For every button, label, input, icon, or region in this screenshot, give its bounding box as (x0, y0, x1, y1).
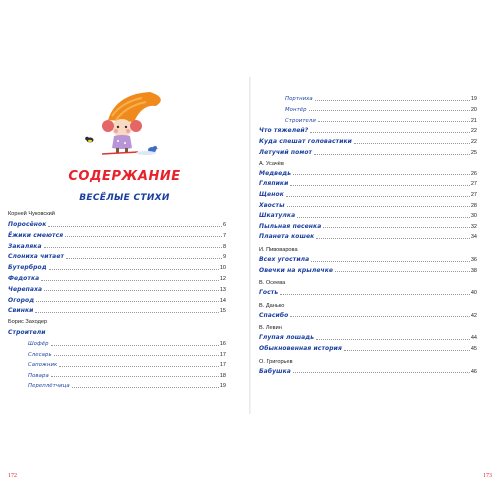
toc-entry[interactable] (259, 179, 477, 187)
dot-leader (44, 247, 222, 248)
dot-leader (311, 261, 470, 262)
toc-entry-title: Повара (28, 372, 49, 379)
toc-entry[interactable] (259, 169, 477, 177)
toc-entry-title: Слониха читает (8, 253, 65, 261)
toc-entry[interactable] (8, 285, 226, 293)
toc-entry[interactable] (259, 190, 477, 198)
toc-entry[interactable] (259, 311, 477, 319)
author-name: О. Григорьев (259, 358, 293, 365)
dot-leader (354, 143, 470, 144)
dot-leader (51, 345, 219, 346)
toc-entry[interactable] (259, 232, 477, 240)
toc-entry-page: 8 (222, 243, 226, 250)
toc-entry-title: Слесарь (28, 351, 52, 358)
author-name: В. Данько (259, 302, 285, 309)
toc-entry-title: Всех угостила (259, 256, 310, 263)
toc-entry[interactable] (28, 350, 226, 358)
toc-entry-title: Бабушка (259, 367, 291, 375)
toc-entry[interactable] (259, 288, 477, 296)
dot-leader (344, 350, 470, 351)
toc-entry-title: Хвосты (259, 201, 285, 209)
toc-entry-title: Обыкновенная история (259, 345, 342, 352)
toc-entry-title: Шкатулка (259, 212, 296, 220)
toc-entry-title: Сапожник (28, 362, 58, 368)
toc-entry[interactable] (285, 116, 477, 124)
dot-leader (309, 110, 470, 111)
dot-leader (310, 132, 470, 133)
dot-leader (36, 301, 219, 302)
toc-entry-page: 34 (470, 234, 477, 241)
toc-entry[interactable] (8, 263, 226, 271)
toc-entry-page: 38 (470, 267, 477, 274)
toc-entry-page: 18 (219, 372, 226, 379)
toc-entry[interactable] (8, 242, 226, 250)
toc-entry[interactable] (28, 339, 226, 347)
toc-entry-page: 22 (470, 128, 477, 135)
toc-entry-page: 14 (219, 297, 226, 304)
toc-entry-title: Овечки на крылечке (259, 266, 334, 274)
toc-entry-title: Поросёнок (8, 221, 47, 228)
toc-entry-page: 32 (470, 223, 477, 230)
toc-entry[interactable] (8, 252, 226, 260)
toc-entry-page: 27 (470, 192, 477, 198)
toc-entry-title: Глупая лошадь (259, 334, 315, 342)
toc-entry[interactable] (259, 201, 477, 209)
toc-entry-page: 10 (219, 265, 226, 272)
right-page (251, 77, 500, 479)
toc-entry-title: Куда спешат головастики (259, 138, 352, 146)
toc-entry-title: Гляпики (259, 180, 289, 188)
toc-entry[interactable] (8, 306, 226, 314)
toc-entry[interactable] (259, 148, 477, 156)
toc-entry-title: Портниха (285, 96, 313, 102)
toc-entry-page: 27 (470, 181, 477, 188)
dot-leader (44, 290, 219, 291)
toc-entry-title: Пыльная песенка (259, 222, 322, 230)
toc-entry-page: 16 (219, 341, 226, 347)
right-page-number: 173 (483, 473, 492, 479)
toc-entry-title: Федотка (8, 275, 40, 282)
toc-entry-title: Шофёр (28, 341, 49, 347)
gnome-with-orange-hat-icon (72, 90, 172, 160)
toc-entry-page: 13 (219, 286, 226, 293)
toc-entry-title: Строители (8, 329, 46, 337)
dot-leader (293, 372, 470, 373)
dot-leader (41, 280, 219, 281)
dot-leader (48, 226, 222, 227)
toc-entry[interactable] (28, 360, 226, 368)
toc-entry-title: Спасибо (259, 311, 289, 319)
toc-entry-title: Монтёр (285, 106, 307, 113)
toc-entry-page: 19 (219, 383, 226, 389)
toc-entry-page: 6 (222, 222, 226, 228)
author-name: В. Осеева (259, 280, 286, 287)
toc-entry-page: 42 (470, 312, 477, 319)
toc-entry[interactable] (259, 367, 477, 375)
toc-entry-title: Ёжики смеются (8, 231, 64, 239)
toc-entry[interactable] (8, 328, 226, 336)
dot-leader (314, 154, 470, 155)
dot-leader (297, 217, 470, 218)
toc-entry-page: 44 (470, 335, 477, 342)
author-name: И. Пивоварова (259, 247, 298, 253)
dot-leader (65, 236, 222, 237)
toc-entry-title: Черепаха (8, 285, 43, 293)
author-name: Корней Чуковский (8, 211, 55, 217)
dot-leader (59, 366, 219, 367)
toc-entry-page: 19 (470, 96, 477, 102)
book-fold (249, 77, 251, 414)
toc-entry[interactable] (259, 266, 477, 274)
dot-leader (315, 100, 470, 101)
toc-entry[interactable] (285, 94, 477, 102)
dot-leader (335, 271, 470, 272)
dot-leader (280, 294, 470, 295)
toc-entry-page: 46 (470, 368, 477, 375)
toc-entry-title: Огород (8, 296, 35, 304)
dot-leader (35, 312, 218, 313)
toc-entry[interactable] (259, 222, 477, 230)
toc-entry[interactable] (28, 381, 226, 389)
dot-leader (316, 238, 470, 239)
toc-entry-page: 30 (470, 213, 477, 220)
left-page (0, 77, 249, 479)
dot-leader (290, 185, 469, 186)
toc-entry-page: 17 (219, 351, 226, 358)
toc-entry-page: 36 (470, 257, 477, 263)
toc-entry-page: 25 (470, 150, 477, 156)
toc-entry-title: Переплётчица (28, 383, 70, 389)
toc-entry-title: Бутерброд (8, 264, 47, 272)
dot-leader (72, 387, 219, 388)
toc-entry[interactable] (8, 220, 226, 228)
author-name: В. Левин (259, 325, 282, 332)
toc-entry[interactable] (259, 137, 477, 145)
toc-entry-page: 21 (470, 117, 477, 124)
section-title: ВЕСЁЛЫЕ СТИХИ (79, 193, 170, 203)
toc-entry-title: Летучий помот (259, 149, 313, 156)
toc-entry-title: Медведь (259, 169, 292, 177)
toc-entry[interactable] (259, 211, 477, 219)
toc-entry-title: Щенок (259, 191, 284, 198)
author-name: Борис Заходер (8, 319, 48, 326)
dot-leader (318, 121, 470, 122)
toc-entry-page: 12 (219, 276, 226, 282)
toc-entry[interactable] (259, 126, 477, 134)
toc-entry-page: 20 (470, 106, 477, 113)
dot-leader (290, 316, 470, 317)
toc-entry-title: Закаляка (8, 242, 42, 250)
toc-entry-page: 15 (219, 308, 226, 315)
toc-entry-title: Гость (259, 289, 279, 297)
toc-entry[interactable] (8, 274, 226, 282)
toc-entry-page: 40 (470, 290, 477, 297)
left-page-number: 172 (8, 473, 17, 479)
dot-leader (54, 355, 219, 356)
toc-entry[interactable] (8, 231, 226, 239)
dot-leader (286, 196, 470, 197)
toc-entry-page: 28 (470, 202, 477, 209)
toc-entry-page: 17 (219, 362, 226, 368)
toc-entry[interactable] (259, 255, 477, 263)
page-title: СОДЕРЖАНИЕ (68, 169, 181, 184)
toc-entry-title: Свинки (8, 307, 34, 315)
toc-entry-title: Планета кошек (259, 233, 315, 241)
toc-entry-title: Что тяжелей? (259, 127, 309, 135)
toc-entry[interactable] (285, 105, 477, 113)
dot-leader (293, 174, 470, 175)
dot-leader (323, 227, 469, 228)
toc-entry[interactable] (8, 296, 226, 304)
author-name: А. Усачёв (259, 160, 284, 167)
toc-entry-page: 45 (470, 346, 477, 352)
dot-leader (66, 258, 222, 259)
dot-leader (49, 269, 219, 270)
toc-entry-page: 26 (470, 170, 477, 177)
toc-entry-page: 9 (222, 254, 226, 261)
dot-leader (287, 206, 470, 207)
dot-leader (316, 339, 470, 340)
toc-entry-page: 7 (222, 232, 226, 239)
toc-entry-title: Строители (285, 117, 316, 124)
toc-entry-page: 22 (470, 139, 477, 146)
toc-entry[interactable] (259, 333, 477, 341)
dot-leader (51, 376, 219, 377)
toc-entry[interactable] (259, 344, 477, 352)
toc-entry[interactable] (28, 371, 226, 379)
